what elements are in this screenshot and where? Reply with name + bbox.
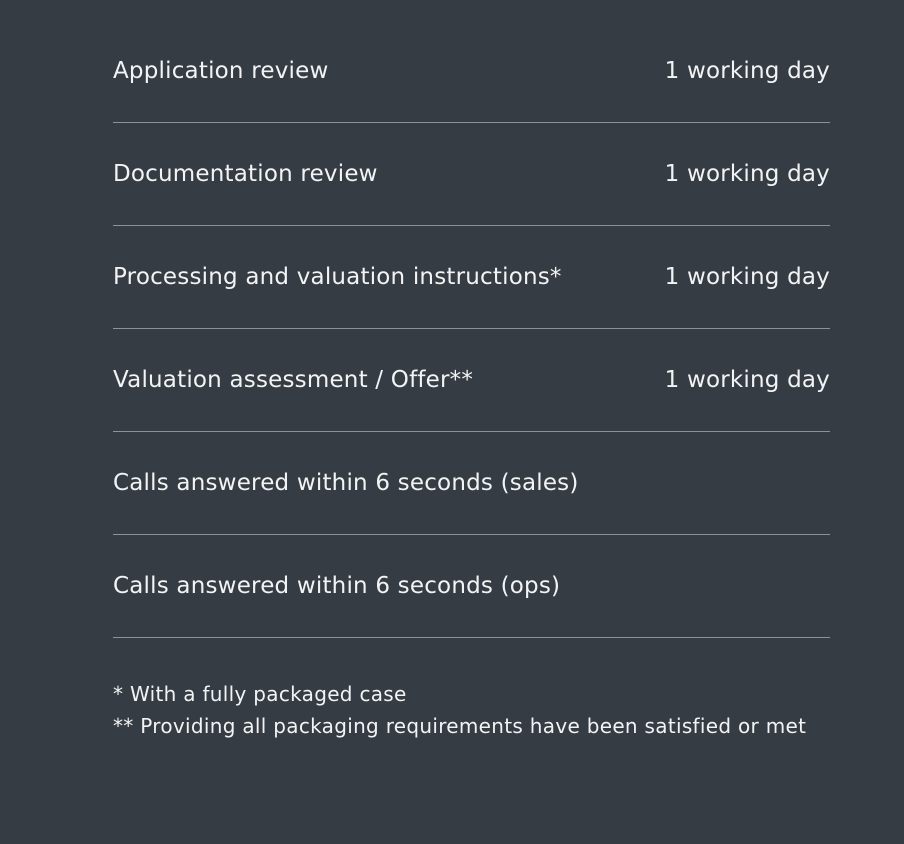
row-label: Valuation assessment / Offer** — [113, 366, 474, 393]
row-value: 1 working day — [664, 57, 830, 84]
row-value: 1 working day — [664, 366, 830, 393]
row-label: Application review — [113, 57, 329, 84]
row-value: 1 working day — [664, 160, 830, 187]
row-label: Processing and valuation instructions* — [113, 263, 562, 290]
row-value: 1 working day — [664, 263, 830, 290]
service-levels-table — [113, 20, 830, 742]
table-row — [113, 535, 830, 638]
row-label: Documentation review — [113, 160, 378, 187]
footnote: * With a fully packaged case — [113, 682, 407, 706]
footnote: ** Providing all packaging requirements have been satisfied or met — [113, 714, 807, 738]
table-row — [113, 20, 830, 123]
table-row — [113, 123, 830, 226]
table-row — [113, 432, 830, 535]
table-row — [113, 226, 830, 329]
table-row — [113, 329, 830, 432]
footnotes — [113, 678, 813, 742]
row-label: Calls answered within 6 seconds (sales) — [113, 469, 579, 496]
row-label: Calls answered within 6 seconds (ops) — [113, 572, 561, 599]
